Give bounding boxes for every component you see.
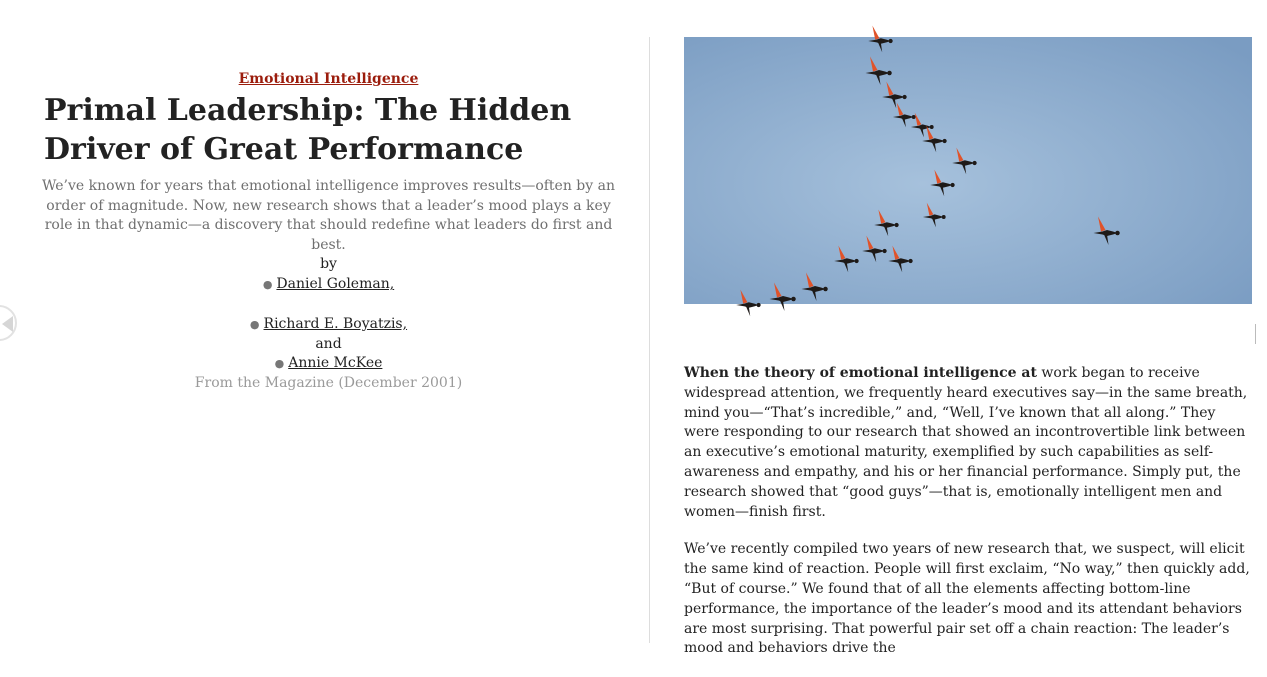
paragraph-rest: work began to receive widespread attention, we frequently heard executives say—in the same breath, mind you—“That’s incredible,” and, “Well, I’ve known that all along.” They were responding to our research that showed an incontrovertible link between an executive’s emotional maturity, exemplified by such capabilities as self-awareness and empathy, and his or her financial performance. Simply put, the research showed that “good guys”—that is, emotionally intelligent men and women—finish first. <box>684 365 1248 520</box>
paragraph-lead: When the theory of emotional intelligence at <box>684 365 1037 381</box>
article-dek: We’ve known for years that emotional intelligence improves results—often by an order of magnitude. Now, new research shows that a leader’s mood plays a key role in that dynamic—a discovery that should redefine what leaders do first and best. <box>42 178 615 253</box>
hero-image <box>684 37 1252 304</box>
author-item <box>40 315 617 335</box>
bullet-icon: ● <box>274 357 285 371</box>
source-line: From the Magazine (December 2001) <box>194 375 463 392</box>
author-spacer <box>40 295 617 315</box>
previous-article-button[interactable] <box>0 305 17 341</box>
article-title: Primal Leadership: The Hidden Driver of Great Performance <box>44 93 572 167</box>
article-body <box>684 364 1254 677</box>
author-item <box>40 354 617 374</box>
and-label: and <box>315 335 342 352</box>
sky-background <box>684 37 1252 304</box>
bullet-icon: ● <box>262 278 273 292</box>
author-link-goleman[interactable]: Daniel Goleman, <box>276 276 395 293</box>
byline-label: by <box>320 256 337 273</box>
category-link[interactable]: Emotional Intelligence <box>238 71 419 87</box>
author-item <box>40 275 617 295</box>
body-paragraph <box>684 364 1254 522</box>
article-header <box>40 68 617 394</box>
author-link-boyatzis[interactable]: Richard E. Boyatzis, <box>263 315 408 332</box>
body-paragraph: We’ve recently compiled two years of new research that, we suspect, will elicit the same kind of reaction. People will first exclaim, “No way,” then quickly add, “But of course.” We found that of all the elements affecting bottom-line performance, the importance of the leader’s mood and its attendant behaviors are most surprising. That powerful pair set off a chain reaction: The leader’s mood and behaviors drive the <box>684 541 1250 657</box>
column-divider <box>649 37 650 643</box>
geese-flock-illustration <box>684 37 1252 304</box>
author-link-mckee[interactable]: Annie McKee <box>288 355 383 372</box>
bullet-icon: ● <box>249 317 260 331</box>
chevron-left-icon <box>2 316 13 332</box>
scroll-edge-marker <box>1255 324 1256 344</box>
